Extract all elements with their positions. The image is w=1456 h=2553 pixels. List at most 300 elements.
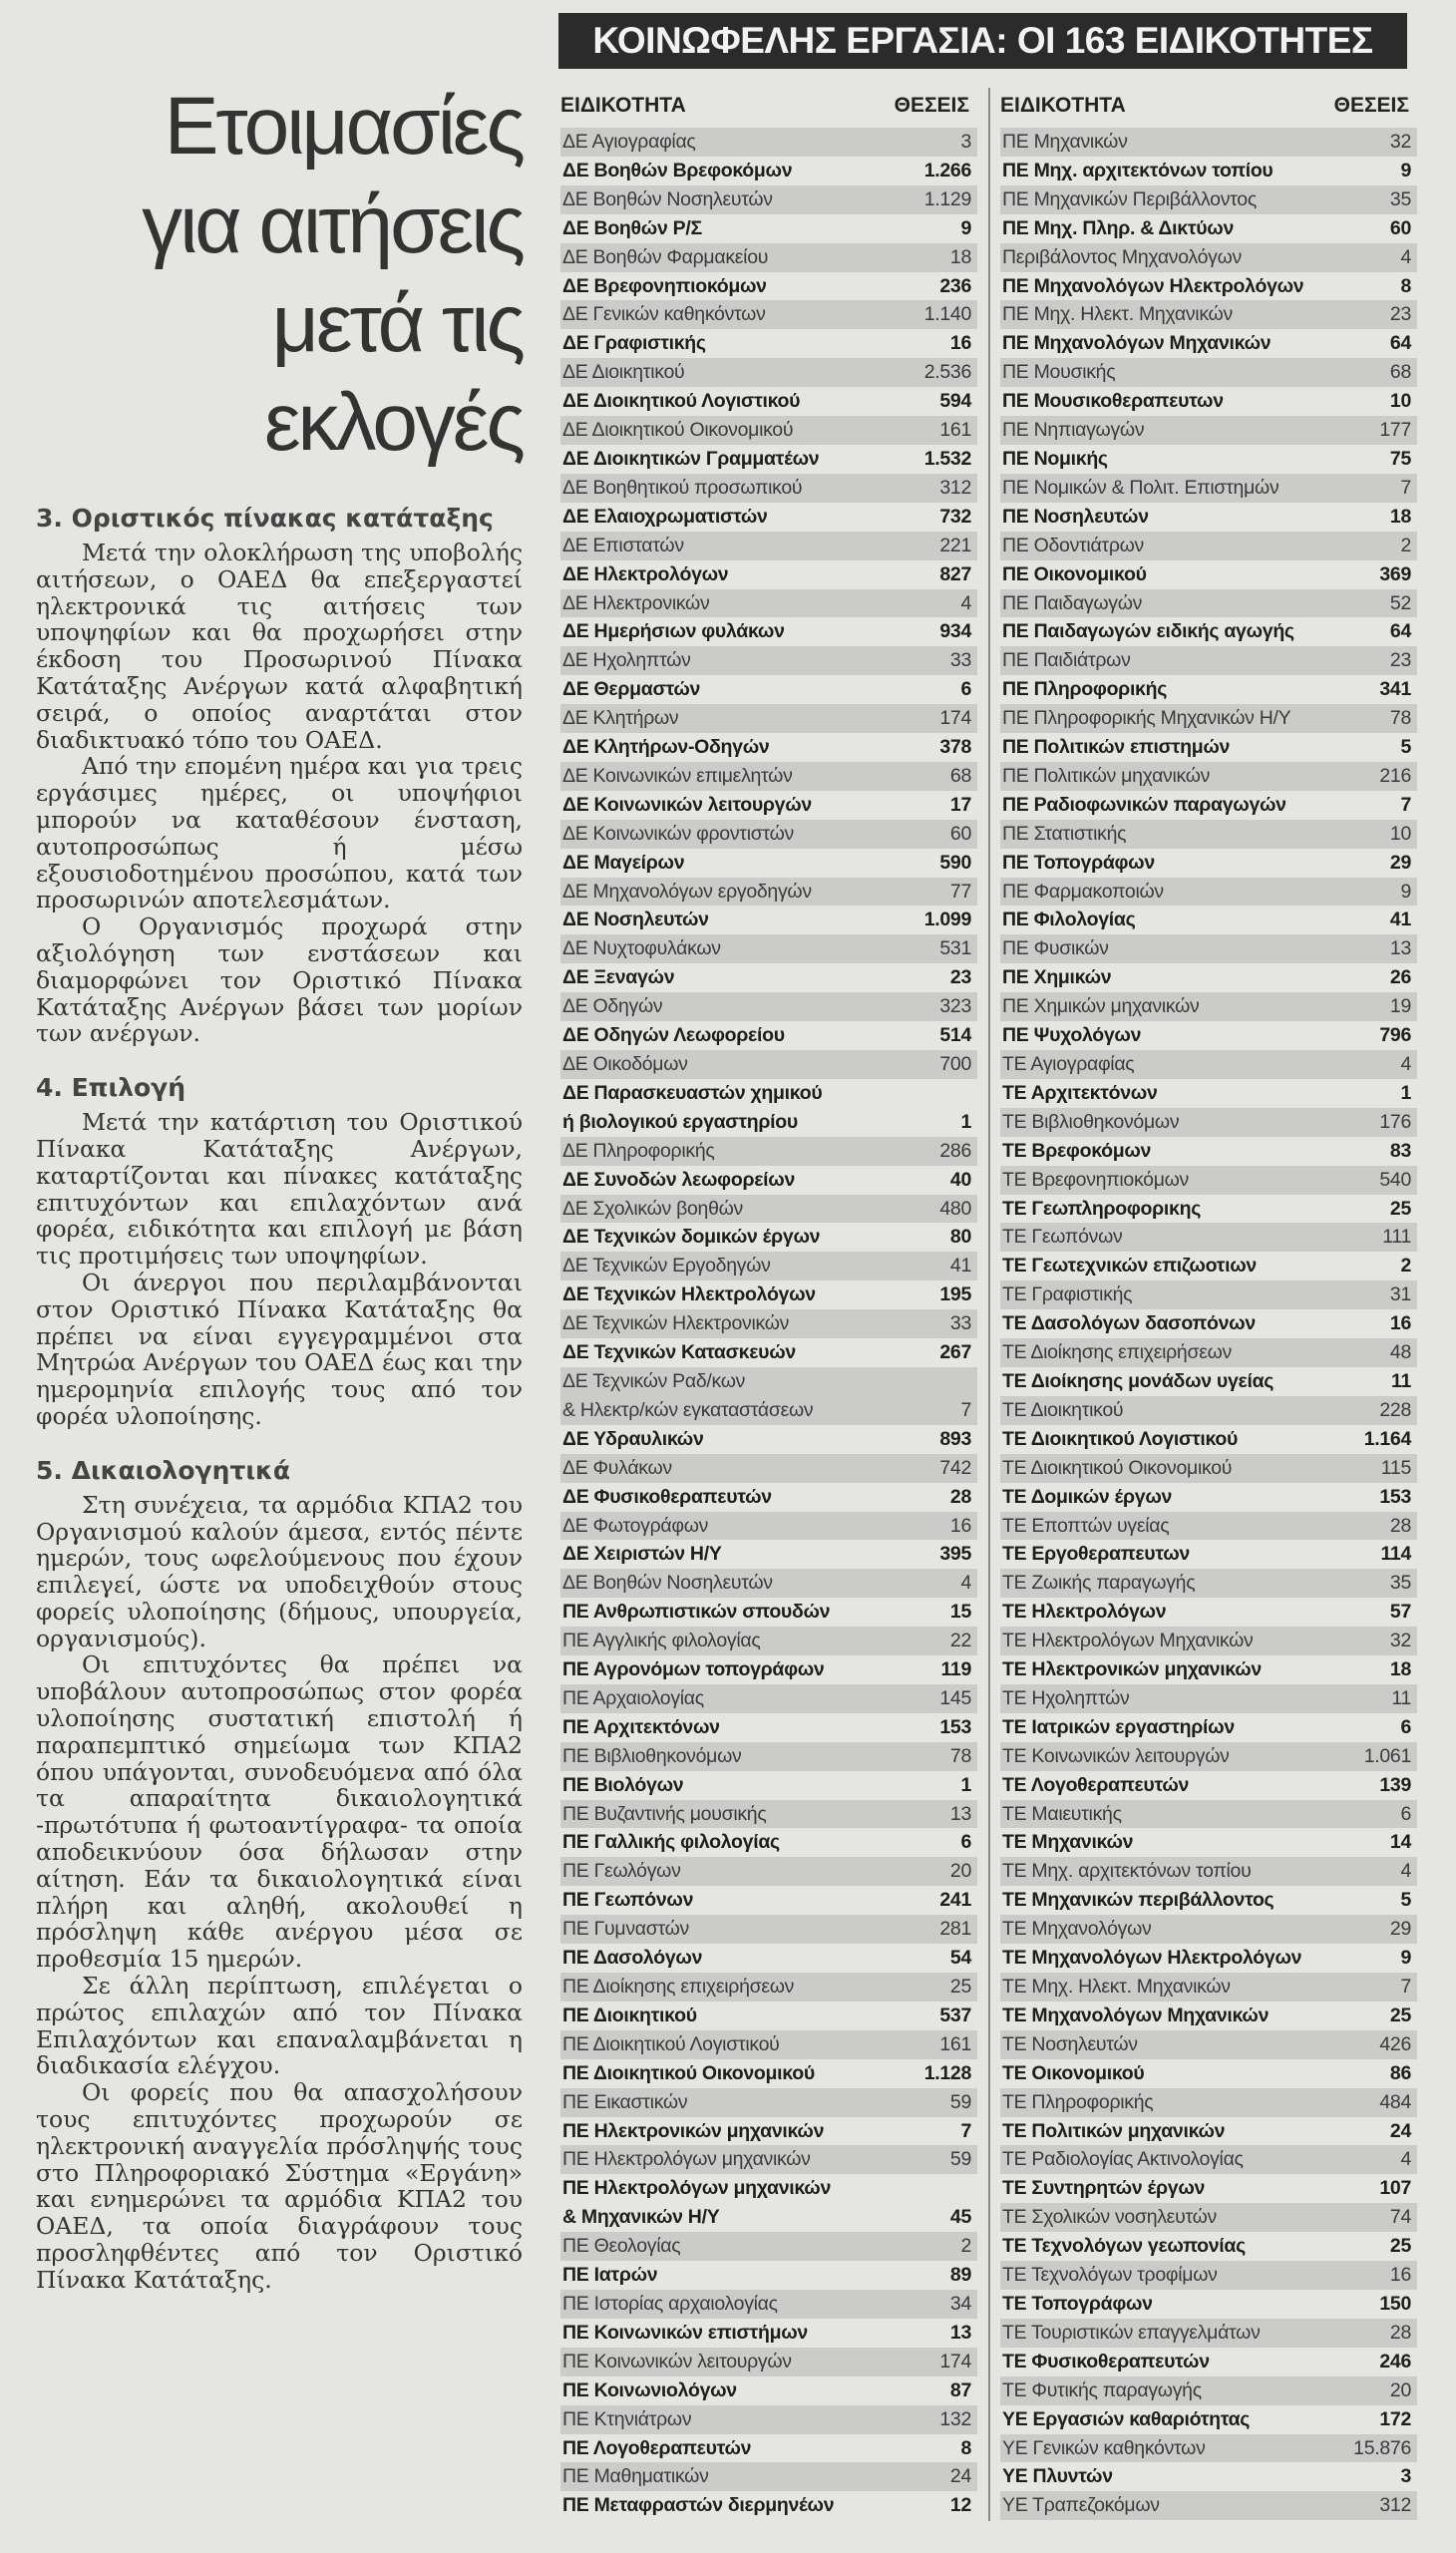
header-specialty: ΕΙΔΙΚΟΤΗΤΑ — [560, 94, 686, 117]
specialty-name: ΠΕ Διοίκησης επιχειρήσεων — [562, 1976, 795, 1998]
positions-count: 9 — [1400, 1947, 1411, 1970]
table-row — [560, 675, 977, 704]
table-row — [1000, 1483, 1417, 1512]
positions-count: 115 — [1380, 1456, 1411, 1479]
table-row — [560, 2002, 977, 2030]
positions-count: 45 — [949, 2206, 971, 2229]
table-row — [560, 2319, 977, 2348]
specialty-name: ΤΕ Ηλεκτρολόγων Μηχανικών — [1002, 1630, 1254, 1652]
specialty-name: ΤΕ Δομικών έργων — [1002, 1485, 1173, 1508]
table-row — [1000, 1338, 1417, 1367]
table-row — [1000, 1195, 1417, 1224]
positions-count: 18 — [949, 245, 971, 268]
positions-count: 6 — [960, 678, 971, 701]
specialty-name: ΠΕ Κοινωνικών λειτουργών — [562, 2350, 792, 2372]
specialty-name: ΠΕ Στατιστικής — [1002, 822, 1127, 845]
table-row — [1000, 1627, 1417, 1655]
specialty-name: ΔΕ Τεχνικών Ηλεκτρονικών — [562, 1312, 790, 1335]
specialty-name: ΤΕ Γραφιστικής — [1002, 1283, 1133, 1306]
positions-count: 4 — [1400, 2148, 1411, 2171]
positions-count: 4 — [1400, 245, 1411, 268]
table-row — [560, 2462, 977, 2491]
table-row — [1000, 2145, 1417, 2174]
positions-count: 172 — [1379, 2407, 1411, 2430]
header-positions: ΘΕΣΕΙΣ — [894, 94, 969, 117]
table-row — [1000, 2203, 1417, 2232]
table-row — [1000, 128, 1417, 157]
positions-count: 11 — [1391, 1686, 1411, 1709]
table-header — [560, 84, 977, 128]
table-row — [560, 704, 977, 733]
table-row — [560, 1886, 977, 1915]
positions-count: 16 — [1389, 2264, 1411, 2287]
table-row — [1000, 934, 1417, 963]
specialty-name: ΤΕ Κοινωνικών λειτουργών — [1002, 1744, 1230, 1767]
specialty-name: ΠΕ Διοικητικού — [562, 2004, 697, 2026]
table-row — [1000, 1454, 1417, 1483]
table-row — [1000, 474, 1417, 503]
positions-count: 16 — [949, 332, 971, 355]
positions-count: 32 — [1389, 1630, 1411, 1652]
table-row — [1000, 617, 1417, 646]
positions-count: 1.099 — [923, 909, 971, 931]
table-row — [560, 2174, 977, 2232]
specialty-name: ΤΕ Μηχ. Ηλεκτ. Μηχανικών — [1002, 1976, 1231, 1998]
positions-count: 241 — [939, 1889, 971, 1912]
positions-count: 28 — [1389, 1514, 1411, 1537]
table-row — [560, 1050, 977, 1079]
specialty-name: ΔΕ Μαγείρων — [562, 851, 685, 874]
table-row — [1000, 503, 1417, 532]
positions-count: 145 — [939, 1686, 971, 1709]
specialty-name: ΤΕ Δασολόγων δασοπόνων — [1002, 1312, 1256, 1335]
positions-count: 378 — [939, 736, 971, 759]
table-row — [1000, 1223, 1417, 1252]
positions-count: 16 — [1389, 1312, 1411, 1335]
specialty-name: ΤΕ Βρεφονηπιοκόμων — [1002, 1168, 1190, 1191]
table-row — [1000, 532, 1417, 560]
table-row — [1000, 387, 1417, 416]
specialty-name: ΔΕ Νοσηλευτών — [562, 909, 709, 931]
table-row — [1000, 1944, 1417, 1973]
positions-count: 87 — [949, 2378, 971, 2401]
article-title: Ετοιμασίες για αιτήσεις μετά τις εκλογές — [142, 80, 523, 468]
table-row — [1000, 185, 1417, 214]
table-row — [1000, 906, 1417, 934]
positions-count: 323 — [939, 995, 971, 1018]
specialty-name: ΠΕ Ηλεκτρολόγων μηχανικών — [562, 2148, 811, 2171]
positions-count: 161 — [939, 419, 971, 442]
table-row — [560, 416, 977, 445]
specialty-name: ΔΕ Κοινωνικών φροντιστών — [562, 822, 794, 845]
table-row — [560, 1684, 977, 1713]
positions-count: 732 — [939, 505, 971, 528]
table-row — [560, 1252, 977, 1280]
table-row — [560, 2088, 977, 2117]
specialty-name: ΠΕ Νηπιαγωγών — [1002, 419, 1145, 442]
specialty-name: ΔΕ Συνοδών λεωφορείων — [562, 1168, 795, 1191]
positions-count: 700 — [939, 1053, 971, 1075]
positions-count: 24 — [1389, 2119, 1411, 2142]
positions-count: 33 — [949, 649, 971, 672]
positions-count: 286 — [939, 1139, 971, 1162]
specialty-name: ΔΕ Βοηθών Ρ/Σ — [562, 216, 702, 239]
table-row — [560, 1309, 977, 1338]
specialty-name: ΤΕ Διοίκησης μονάδων υγείας — [1002, 1369, 1274, 1392]
positions-count: 7 — [960, 2119, 971, 2142]
specialty-name: ΔΕ Παρασκευαστών χημικού ή βιολογικού εργαστηρίου — [562, 1081, 823, 1133]
specialty-name: ΤΕ Ζωικής παραγωγής — [1002, 1572, 1196, 1595]
positions-count: 41 — [1389, 909, 1411, 931]
table-row — [1000, 762, 1417, 791]
positions-count: 537 — [939, 2004, 971, 2026]
specialty-name: ΤΕ Διοικητικού Λογιστικού — [1002, 1427, 1239, 1450]
table-row — [560, 1483, 977, 1512]
specialty-name: ΠΕ Εικαστικών — [562, 2090, 688, 2113]
positions-count: 1.266 — [923, 159, 971, 182]
positions-count: 17 — [949, 793, 971, 816]
section-heading: 5. Δικαιολογητικά — [36, 1455, 290, 1485]
specialty-name: ΔΕ Τεχνικών Ραδ/κων & Ηλεκτρ/κών εγκαταστάσεων — [562, 1369, 814, 1421]
specialty-name: ΠΕ Ραδιοφωνικών παραγωγών — [1002, 793, 1286, 816]
table-row — [560, 963, 977, 992]
positions-count: 531 — [939, 937, 971, 960]
table-row — [560, 1195, 977, 1224]
specialty-name: ΔΕ Επιστατών — [562, 534, 684, 556]
positions-count: 2 — [1400, 1255, 1411, 1277]
positions-count: 25 — [1389, 2004, 1411, 2026]
positions-count: 80 — [949, 1226, 971, 1249]
specialty-name: ΤΕ Νοσηλευτών — [1002, 2032, 1138, 2055]
specialty-name: ΔΕ Οδηγών Λεωφορείου — [562, 1024, 785, 1047]
positions-count: 78 — [1389, 707, 1411, 730]
table-row — [560, 1800, 977, 1829]
positions-count: 540 — [1379, 1168, 1411, 1191]
table-row — [1000, 1396, 1417, 1425]
article-section — [36, 1073, 523, 1430]
positions-count: 78 — [949, 1744, 971, 1767]
specialty-name: ΠΕ Οικονομικού — [1002, 562, 1147, 585]
specialty-name: ΔΕ Γενικών καθηκόντων — [562, 303, 766, 326]
table-row — [1000, 1857, 1417, 1886]
table-row — [560, 503, 977, 532]
positions-count: 25 — [949, 1976, 971, 1998]
section-heading: 3. Οριστικός πίνακας κατάταξης — [36, 504, 494, 533]
table-row — [1000, 1512, 1417, 1541]
table-row — [560, 1338, 977, 1367]
specialty-name: ΠΕ Μαθηματικών — [562, 2465, 709, 2488]
specialty-name: ΠΕ Μηχανολόγων Ηλεκτρολόγων — [1002, 274, 1304, 297]
table-row — [560, 474, 977, 503]
table-row — [1000, 1886, 1417, 1915]
positions-count: 9 — [960, 216, 971, 239]
specialty-name: ΤΕ Φυτικής παραγωγής — [1002, 2378, 1202, 2401]
table-row — [560, 2348, 977, 2376]
positions-count: 4 — [1400, 1053, 1411, 1075]
table-row — [560, 1280, 977, 1309]
positions-count: 1.129 — [923, 187, 971, 210]
table-row — [1000, 963, 1417, 992]
specialty-name: ΠΕ Μηχ. Πληρ. & Δικτύων — [1002, 216, 1235, 239]
positions-count: 1.061 — [1363, 1744, 1411, 1767]
specialty-name: ΔΕ Κλητήρων — [562, 707, 679, 730]
specialty-name: ΤΕ Μηχανικών περιβάλλοντος — [1002, 1889, 1274, 1912]
table-row — [1000, 1742, 1417, 1771]
positions-count: 195 — [939, 1283, 971, 1306]
positions-count: 341 — [1379, 678, 1411, 701]
table-row — [560, 2117, 977, 2146]
table-row — [560, 2491, 977, 2520]
positions-count: 75 — [1389, 447, 1411, 470]
positions-count: 216 — [1379, 764, 1411, 787]
specialty-name: ΠΕ Μεταφραστών διερμηνέων — [562, 2494, 835, 2517]
specialty-name: ΔΕ Τεχνικών Κατασκευών — [562, 1341, 796, 1364]
paragraph: Στη συνέχεια, τα αρμόδια ΚΠΑ2 του Οργανισμού καλούν άμεσα, εντός πέντε ημερών, τους ωφελούμενους που έχουν επιλεγεί, ώστε να υποδειχθούν στους φορείς υλοποίησης (δήμους, υπουργεία, οργανισμούς). — [36, 1490, 523, 1652]
positions-count: 26 — [1389, 966, 1411, 989]
positions-count: 796 — [1379, 1024, 1411, 1047]
positions-count: 246 — [1379, 2350, 1411, 2372]
specialty-name: ΔΕ Ξεναγών — [562, 966, 675, 989]
positions-count: 4 — [1400, 1860, 1411, 1883]
specialty-name: ΔΕ Τεχνικών Εργοδηγών — [562, 1255, 771, 1277]
positions-count: 54 — [949, 1947, 971, 1970]
specialty-name: ΠΕ Ανθρωπιστικών σπουδών — [562, 1601, 831, 1624]
table-row — [1000, 2290, 1417, 2319]
paragraph: Σε άλλη περίπτωση, επιλέγεται ο πρώτος επιλαχών από τον Πίνακα Επιλαχόντων και επαναλαμβάνεται η διαδικασία ελέγχου. — [36, 1972, 523, 2080]
table-row — [560, 733, 977, 762]
table-row — [1000, 1108, 1417, 1137]
positions-count: 6 — [960, 1831, 971, 1854]
specialty-name: ΔΕ Βοηθών Νοσηλευτών — [562, 1572, 773, 1595]
specialty-name: ΠΕ Τοπογράφων — [1002, 851, 1155, 874]
table-row — [1000, 1280, 1417, 1309]
paragraph: Οι άνεργοι που περιλαμβάνονται στον Οριστικό Πίνακα Κατάταξης θα πρέπει να είναι εγγεγραμμένοι στα Μητρώα Ανέργων του ΟΑΕΔ έως και την ημερομηνία επιλογής τους από τον φορέα υλοποίησης. — [36, 1268, 523, 1430]
specialty-name: ΤΕ Σχολικών νοσηλευτών — [1002, 2206, 1217, 2229]
specialty-name: ΤΕ Πληροφορικής — [1002, 2090, 1154, 2113]
specialty-name: ΤΕ Βιβλιοθηκονόμων — [1002, 1110, 1180, 1133]
positions-count: 236 — [939, 274, 971, 297]
positions-count: 7 — [1400, 1976, 1411, 1998]
table-row — [560, 1021, 977, 1050]
positions-count: 60 — [1389, 216, 1411, 239]
table-row — [560, 1713, 977, 1742]
specialty-name: ΠΕ Νοσηλευτών — [1002, 505, 1149, 528]
table-row — [560, 1857, 977, 1886]
table-title: ΚΟΙΝΩΦΕΛΗΣ ΕΡΓΑΣΙΑ: ΟΙ 163 ΕΙΔΙΚΟΤΗΤΕΣ — [558, 13, 1407, 69]
positions-count: 77 — [949, 880, 971, 903]
specialty-name: ΤΕ Τεχνολόγων γεωπονίας — [1002, 2235, 1246, 2258]
positions-count: 150 — [1379, 2292, 1411, 2315]
table-row — [1000, 2348, 1417, 2376]
positions-count: 426 — [1379, 2032, 1411, 2055]
table-row — [1000, 2376, 1417, 2405]
table-row — [1000, 704, 1417, 733]
table-row — [560, 2405, 977, 2434]
table-row — [1000, 1137, 1417, 1166]
specialty-name: ΠΕ Βιολόγων — [562, 1773, 684, 1796]
specialty-name: ΥΕ Εργασιών καθαριότητας — [1002, 2407, 1251, 2430]
specialty-name: ΤΕ Μηχανικών — [1002, 1831, 1134, 1854]
table-row — [1000, 849, 1417, 878]
specialty-name: ΥΕ Πλυντών — [1002, 2465, 1113, 2488]
table-row — [560, 300, 977, 329]
specialty-name: ΠΕ Θεολογίας — [562, 2235, 681, 2258]
specialty-name: ΠΕ Μηχανολόγων Μηχανικών — [1002, 332, 1272, 355]
table-row — [560, 906, 977, 934]
table-row — [560, 2145, 977, 2174]
table-row — [1000, 358, 1417, 387]
specialty-name: ΤΕ Τουριστικών επαγγελμάτων — [1002, 2321, 1261, 2344]
paragraph: Οι επιτυχόντες θα πρέπει να υποβάλουν αυτοπροσώπως στον φορέα υλοποίησης συστατική επιστολή ή παραπεμπτικό σημείωμα των ΚΠΑ2 όπου υπάγονται, συνοδευόμενα από όλα τα απαραίτητα δικαιολογητικά -πρωτότυπα ή φωτοαντίγραφα- τα οποία αποδεικνύουν όσα δήλωσαν στην αίτηση. Εάν τα δικαιολογητικά είναι πλήρη και αληθή, ακολουθεί η πρόσληψη κάθε ανέργου μέσα σε προθεσμία 15 ημερών. — [36, 1650, 523, 1974]
specialty-name: ΔΕ Διοικητικού Λογιστικού — [562, 390, 801, 413]
table-row — [560, 2261, 977, 2290]
positions-count: 742 — [939, 1456, 971, 1479]
specialty-name: ΠΕ Ιστορίας αρχαιολογίας — [562, 2292, 778, 2315]
positions-count: 9 — [1400, 159, 1411, 182]
positions-count: 480 — [939, 1197, 971, 1220]
positions-count: 1.532 — [923, 447, 971, 470]
positions-count: 64 — [1389, 332, 1411, 355]
positions-count: 174 — [939, 2350, 971, 2372]
positions-count: 369 — [1379, 562, 1411, 585]
specialty-name: ΠΕ Γεωλόγων — [562, 1860, 681, 1883]
specialty-name: Περιβάλοντος Μηχανολόγων — [1002, 245, 1242, 268]
specialty-name: ΔΕ Διοικητικών Γραμματέων — [562, 447, 820, 470]
positions-count: 5 — [1400, 1889, 1411, 1912]
positions-count: 221 — [939, 534, 971, 556]
positions-count: 68 — [1389, 361, 1411, 384]
table-row — [1000, 2002, 1417, 2030]
table-row — [560, 1166, 977, 1195]
positions-count: 64 — [1389, 620, 1411, 643]
specialty-name: ΤΕ Ηχοληπτών — [1002, 1686, 1130, 1709]
table-row — [560, 2376, 977, 2405]
specialty-name: ΔΕ Ηλεκτρονικών — [562, 591, 710, 614]
positions-count: 57 — [1389, 1601, 1411, 1624]
specialty-name: ΠΕ Νομικών & Πολιτ. Επιστημών — [1002, 476, 1279, 499]
positions-count: 28 — [1389, 2321, 1411, 2344]
table-row — [1000, 2117, 1417, 2146]
positions-count: 10 — [1389, 390, 1411, 413]
table-header — [1000, 84, 1417, 128]
positions-count: 3 — [960, 131, 971, 153]
specialty-name: ΤΕ Μηχανολόγων — [1002, 1918, 1152, 1941]
table-row — [560, 1742, 977, 1771]
specialty-name: ΔΕ Αγιογραφίας — [562, 131, 696, 153]
table-row — [1000, 2462, 1417, 2491]
positions-count: 174 — [939, 707, 971, 730]
paragraph: Οι φορείς που θα απασχολήσουν τους επιτυχόντες προχωρούν σε ηλεκτρονική αναγγελία πρόσληψής τους στο Πληροφοριακό Σύστημα «Εργάνη» και ενημερώνει τα αρμόδια ΚΠΑ2 του ΟΑΕΔ, τα οποία διαγράφουν τους προσληφθέντες από τον Οριστικό Πίνακα Κατάταξης. — [36, 2078, 523, 2294]
specialty-name: ΠΕ Παιδαγωγών — [1002, 591, 1143, 614]
positions-count: 2.536 — [923, 361, 971, 384]
table-row — [560, 1137, 977, 1166]
specialty-name: ΠΕ Γυμναστών — [562, 1918, 690, 1941]
table-row — [560, 617, 977, 646]
positions-count: 590 — [939, 851, 971, 874]
table-row — [1000, 560, 1417, 589]
table-row — [1000, 1973, 1417, 2002]
specialty-name: ΤΕ Αρχιτεκτόνων — [1002, 1081, 1158, 1104]
specialty-name: ΔΕ Νυχτοφυλάκων — [562, 937, 721, 960]
positions-count: 29 — [1389, 1918, 1411, 1941]
positions-count: 119 — [940, 1658, 971, 1681]
specialty-name: ΠΕ Παιδαγωγών ειδικής αγωγής — [1002, 620, 1294, 643]
table-row — [1000, 1684, 1417, 1713]
specialty-name: ΔΕ Φυλάκων — [562, 1456, 672, 1479]
specialty-name: ΤΕ Διοικητικού Οικονομικού — [1002, 1456, 1233, 1479]
positions-count: 13 — [949, 1802, 971, 1825]
specialty-name: ΔΕ Φυσικοθεραπευτών — [562, 1485, 772, 1508]
table-row — [560, 185, 977, 214]
positions-count: 11 — [1390, 1369, 1411, 1392]
positions-count: 2 — [1400, 534, 1411, 556]
table-row — [560, 1598, 977, 1627]
table-row — [560, 992, 977, 1021]
positions-count: 1.164 — [1363, 1427, 1411, 1450]
table-row — [1000, 416, 1417, 445]
specialty-name: ΠΕ Νομικής — [1002, 447, 1108, 470]
specialty-name: ΤΕ Μηχανολόγων Ηλεκτρολόγων — [1002, 1947, 1302, 1970]
specialty-name: ΔΕ Βοηθών Βρεφοκόμων — [562, 159, 793, 182]
table-row — [560, 157, 977, 185]
positions-count: 111 — [1382, 1226, 1411, 1249]
table-row — [560, 1973, 977, 2002]
positions-count: 228 — [1379, 1398, 1411, 1421]
table-row — [1000, 2261, 1417, 2290]
positions-count: 395 — [939, 1543, 971, 1566]
specialty-name: ΠΕ Κτηνιάτρων — [562, 2407, 692, 2430]
positions-count: 25 — [1389, 2235, 1411, 2258]
table-row — [560, 1454, 977, 1483]
specialty-name: ΠΕ Φυσικών — [1002, 937, 1109, 960]
specialty-name: ΔΕ Φωτογράφων — [562, 1514, 709, 1537]
positions-count: 83 — [1389, 1139, 1411, 1162]
specialty-name: ΤΕ Εργοθεραπευτων — [1002, 1543, 1190, 1566]
specialty-name: ΠΕ Αρχιτεκτόνων — [562, 1715, 720, 1738]
positions-count: 34 — [949, 2292, 971, 2315]
positions-count: 1.140 — [923, 303, 971, 326]
positions-count: 59 — [949, 2090, 971, 2113]
positions-count: 5 — [1400, 736, 1411, 759]
article-body — [36, 504, 523, 2320]
specialty-name: ΤΕ Αγιογραφίας — [1002, 1053, 1135, 1075]
positions-count: 68 — [949, 764, 971, 787]
positions-count: 312 — [939, 476, 971, 499]
positions-count: 29 — [1389, 851, 1411, 874]
positions-count: 14 — [1389, 1831, 1411, 1854]
positions-count: 1.128 — [923, 2061, 971, 2084]
specialty-name: ΤΕ Διοίκησης επιχειρήσεων — [1002, 1341, 1232, 1364]
table-row — [1000, 1915, 1417, 1944]
table-row — [1000, 1828, 1417, 1857]
positions-count: 153 — [939, 1715, 971, 1738]
specialty-name: ΠΕ Κοινωνιολόγων — [562, 2378, 737, 2401]
table-row — [1000, 992, 1417, 1021]
specialty-name: ΤΕ Οικονομικού — [1002, 2061, 1145, 2084]
table-row — [1000, 2491, 1417, 2520]
table-row — [560, 387, 977, 416]
specialty-name: ΤΕ Τοπογράφων — [1002, 2292, 1153, 2315]
positions-count: 281 — [939, 1918, 971, 1941]
specialty-name: ΥΕ Γενικών καθηκόντων — [1002, 2436, 1206, 2459]
positions-count: 8 — [1400, 274, 1411, 297]
table-row — [560, 1627, 977, 1655]
table-row — [1000, 791, 1417, 820]
specialty-name: ΔΕ Τεχνικών δομικών έργων — [562, 1226, 821, 1249]
table-row — [1000, 300, 1417, 329]
table-row — [1000, 1655, 1417, 1684]
specialty-name: ΠΕ Γαλλικής φιλολογίας — [562, 1831, 780, 1854]
